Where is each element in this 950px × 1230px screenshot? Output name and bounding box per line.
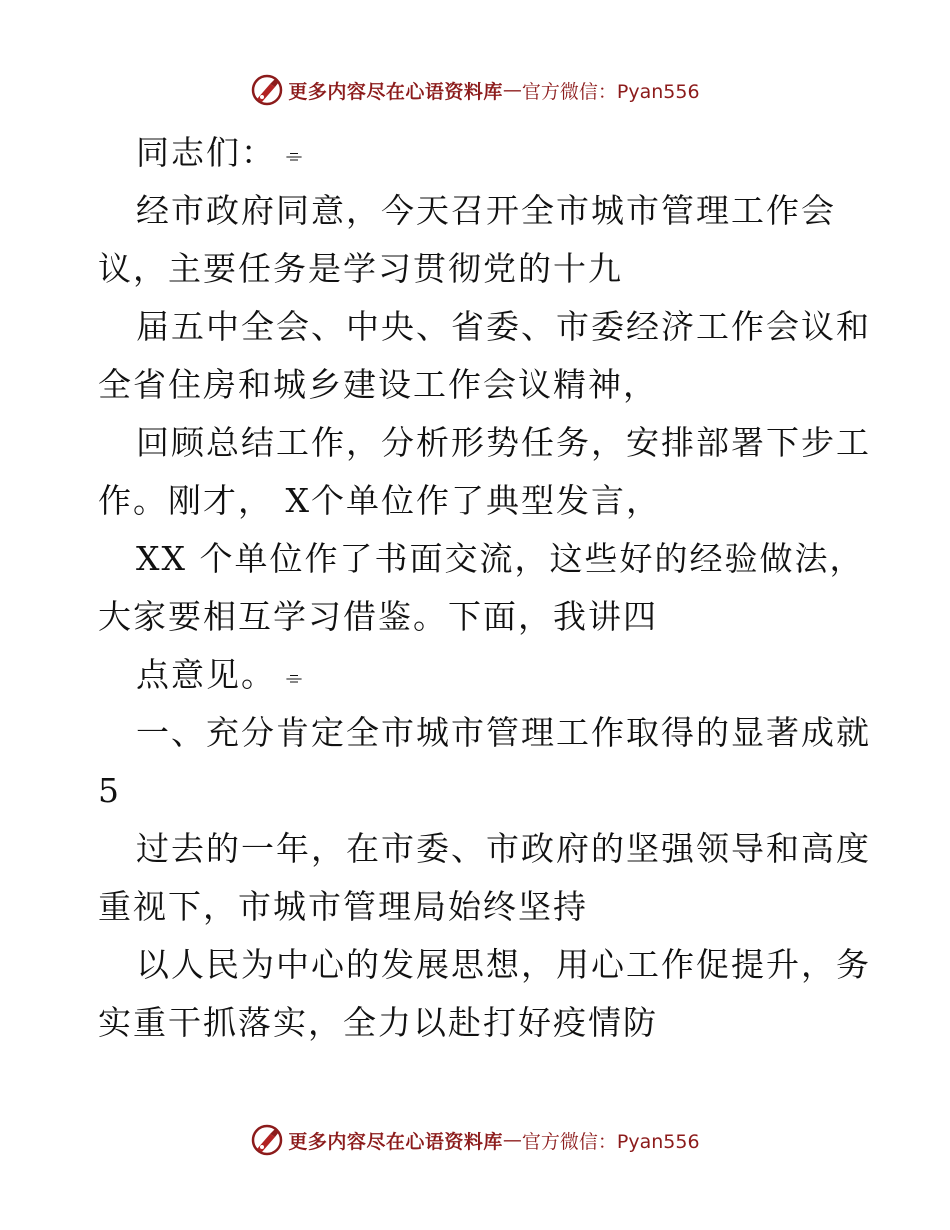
text-line: XX 个单位作了书面交流，这些好的经验做法， [136,539,865,578]
text-line: 全省住房和城乡建设工作会议精神， [98,365,658,404]
watermark-separator: — [502,1129,522,1151]
text-line: 过去的一年，在市委、市政府的坚强领导和高度 [136,829,871,868]
watermark-separator: — [502,79,522,101]
watermark-brand: 更多内容尽在心语资料库 [288,80,503,103]
section-heading: 一、充分肯定全市城市管理工作取得的显著成就 [136,713,871,752]
text-line: 大家要相互学习借鉴。下面，我讲四 [98,597,658,636]
heading-number: 5 [98,771,121,810]
text-line: 作。刚才， X个单位作了典型发言， [98,481,661,520]
salutation-line: 同志们： ⌯ [136,133,302,172]
pen-logo-icon [250,73,284,107]
header-watermark [0,70,950,110]
watermark-wechat: 官方微信：Pyan556 [521,80,700,103]
text-line: 届五中全会、中央、省委、市委经济工作会议和 [136,307,871,346]
text-line: 点意见。 ⌯ [136,655,302,694]
text-line: 重视下，市城市管理局始终坚持 [98,887,588,926]
watermark-wechat: 官方微信：Pyan556 [521,1130,700,1153]
document-body [98,124,871,1052]
text-line: 实重干抓落实，全力以赴打好疫情防 [98,1003,658,1042]
pen-logo-icon [250,1123,284,1157]
text-line: 以人民为中心的发展思想，用心工作促提升，务 [136,945,871,984]
footer-watermark [0,1120,950,1160]
paragraph-mark-icon: ⌯ [286,143,302,167]
text-line: 回顾总结工作，分析形势任务，安排部署下步工 [136,423,871,462]
text-line: 议，主要任务是学习贯彻党的十九 [98,249,623,288]
watermark-brand: 更多内容尽在心语资料库 [288,1130,503,1153]
text-line: 经市政府同意，今天召开全市城市管理工作会 [136,191,836,230]
paragraph-mark-icon: ⌯ [286,665,302,689]
